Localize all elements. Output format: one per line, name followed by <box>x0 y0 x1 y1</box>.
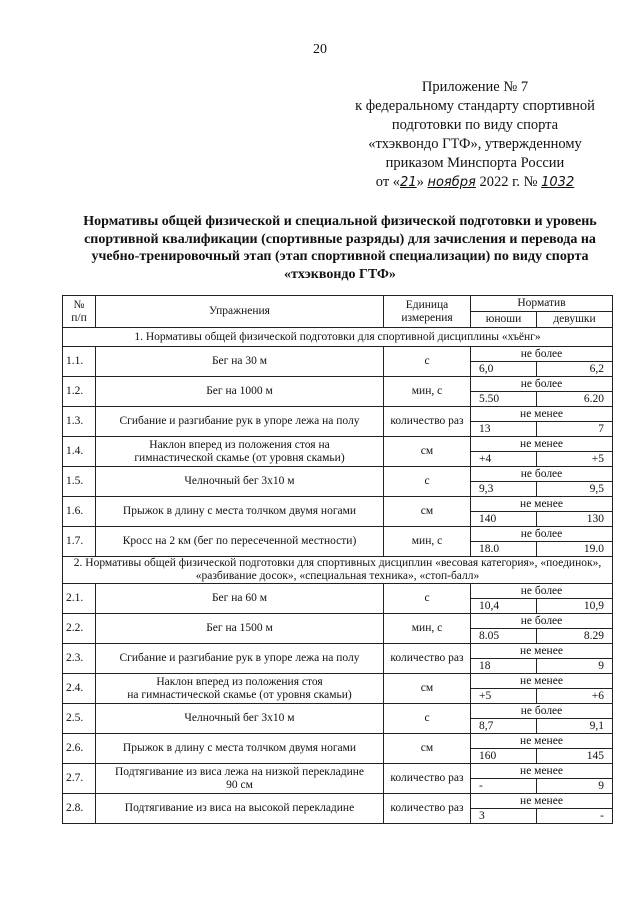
unit: с <box>384 347 471 377</box>
norm-condition: не более <box>471 527 613 542</box>
unit: количество раз <box>384 764 471 794</box>
norm-girls: 9,1 <box>537 719 613 734</box>
header-girls: девушки <box>537 312 613 328</box>
exercise-name: Бег на 30 м <box>96 347 384 377</box>
unit: с <box>384 584 471 614</box>
section-title: 1. Нормативы общей физической подготовки для спортивной дисциплины «хъёнг» <box>63 328 613 347</box>
header-boys: юноши <box>471 312 537 328</box>
norm-boys: 9,3 <box>471 482 537 497</box>
exercise-name: Подтягивание из виса на высокой перекладине <box>96 794 384 824</box>
norm-girls: 7 <box>537 422 613 437</box>
table-row <box>63 584 613 599</box>
norm-boys: 5.50 <box>471 392 537 407</box>
header-norm: Норматив <box>471 296 613 312</box>
norm-condition: не более <box>471 614 613 629</box>
table-row <box>63 407 613 422</box>
row-number: 2.2. <box>63 614 96 644</box>
row-number: 2.7. <box>63 764 96 794</box>
unit: мин, с <box>384 614 471 644</box>
exercise-name: Прыжок в длину с места толчком двумя ногами <box>96 497 384 527</box>
document-title: Нормативы общей физической и специальной физической подготовки и уровень спортивной квалификации (спортивные разряды) для зачисления и перевода на учебно-тренировочный этап (этап спортивной специализации) по виду спорта «тхэквондо ГТФ» <box>83 214 597 282</box>
norm-boys: 8.05 <box>471 629 537 644</box>
exercise-name: Наклон вперед из положения стоя на гимнастической скамье (от уровня скамьи) <box>96 674 384 704</box>
norm-girls: 9 <box>537 659 613 674</box>
norm-condition: не менее <box>471 407 613 422</box>
table-row <box>63 674 613 689</box>
exercise-name: Бег на 60 м <box>96 584 384 614</box>
norm-condition: не более <box>471 377 613 392</box>
unit: см <box>384 734 471 764</box>
exercise-name: Кросс на 2 км (бег по пересеченной местности) <box>96 527 384 557</box>
appendix-line: приказом Минспорта России <box>385 155 565 171</box>
norm-condition: не менее <box>471 734 613 749</box>
page-number: 20 <box>313 42 327 57</box>
table-row <box>63 644 613 659</box>
exercise-name: Наклон вперед из положения стоя на гимнастической скамье (от уровня скамьи) <box>96 437 384 467</box>
norm-girls: 9 <box>537 779 613 794</box>
row-number: 2.4. <box>63 674 96 704</box>
order-date-line <box>330 173 620 192</box>
handwritten-order-number: 1032 <box>541 175 575 190</box>
exercise-name: Подтягивание из виса лежа на низкой перекладине 90 см <box>96 764 384 794</box>
norm-condition: не более <box>471 467 613 482</box>
norm-girls: +6 <box>537 689 613 704</box>
table-row <box>63 377 613 392</box>
table-row <box>63 614 613 629</box>
norm-boys: 10,4 <box>471 599 537 614</box>
exercise-name: Прыжок в длину с места толчком двумя ногами <box>96 734 384 764</box>
table-row <box>63 734 613 749</box>
exercise-name: Челночный бег 3х10 м <box>96 467 384 497</box>
row-number: 2.5. <box>63 704 96 734</box>
norm-boys: 3 <box>471 809 537 824</box>
header-exercise: Упражнения <box>96 296 384 328</box>
norm-girls: 8.29 <box>537 629 613 644</box>
appendix-line: «тхэквондо ГТФ», утвержденному <box>368 136 582 152</box>
handwritten-month: ноября <box>427 175 476 190</box>
table-row <box>63 527 613 542</box>
header-unit: Единица измерения <box>384 296 471 328</box>
unit: количество раз <box>384 644 471 674</box>
year-text: 2022 г. № <box>479 174 538 190</box>
norm-girls: 6,2 <box>537 362 613 377</box>
section-title: 2. Нормативы общей физической подготовки для спортивных дисциплин «весовая категория», «поединок», «разбивание досок», «специальная техника», «стоп-балл» <box>63 557 613 584</box>
norm-boys: 160 <box>471 749 537 764</box>
unit: мин, с <box>384 377 471 407</box>
row-number: 2.3. <box>63 644 96 674</box>
row-number: 1.4. <box>63 437 96 467</box>
appendix-line: Приложение № 7 <box>421 79 529 95</box>
exercise-name: Челночный бег 3х10 м <box>96 704 384 734</box>
norm-condition: не менее <box>471 497 613 512</box>
appendix-line: к федеральному стандарту спортивной <box>355 98 595 114</box>
header-num: № п/п <box>63 296 96 328</box>
row-number: 1.3. <box>63 407 96 437</box>
norm-condition: не менее <box>471 644 613 659</box>
unit: мин, с <box>384 527 471 557</box>
appendix-header <box>330 78 620 192</box>
row-number: 1.7. <box>63 527 96 557</box>
norm-boys: 6,0 <box>471 362 537 377</box>
exercise-name: Сгибание и разгибание рук в упоре лежа на полу <box>96 407 384 437</box>
unit: с <box>384 467 471 497</box>
unit: количество раз <box>384 794 471 824</box>
row-number: 2.1. <box>63 584 96 614</box>
table-row <box>63 704 613 719</box>
exercise-name: Бег на 1500 м <box>96 614 384 644</box>
norm-girls: 19.0 <box>537 542 613 557</box>
date-mid: » <box>416 174 424 190</box>
norm-condition: не менее <box>471 437 613 452</box>
unit: количество раз <box>384 407 471 437</box>
table-row <box>63 764 613 779</box>
norm-girls: 10,9 <box>537 599 613 614</box>
norm-girls: 130 <box>537 512 613 527</box>
norm-girls: 6.20 <box>537 392 613 407</box>
unit: с <box>384 704 471 734</box>
row-number: 2.8. <box>63 794 96 824</box>
row-number: 1.6. <box>63 497 96 527</box>
row-number: 2.6. <box>63 734 96 764</box>
norm-boys: 13 <box>471 422 537 437</box>
table-row <box>63 347 613 362</box>
norm-girls: +5 <box>537 452 613 467</box>
norm-condition: не менее <box>471 764 613 779</box>
norm-boys: 18.0 <box>471 542 537 557</box>
unit: см <box>384 437 471 467</box>
norm-condition: не менее <box>471 794 613 809</box>
norm-boys: 18 <box>471 659 537 674</box>
appendix-line: подготовки по виду спорта <box>391 117 559 133</box>
unit: см <box>384 497 471 527</box>
exercise-name: Сгибание и разгибание рук в упоре лежа на полу <box>96 644 384 674</box>
unit: см <box>384 674 471 704</box>
exercise-name: Бег на 1000 м <box>96 377 384 407</box>
table-row <box>63 794 613 809</box>
row-number: 1.1. <box>63 347 96 377</box>
date-prefix: от « <box>375 174 401 190</box>
norm-boys: +4 <box>471 452 537 467</box>
table-row <box>63 467 613 482</box>
norm-condition: не более <box>471 704 613 719</box>
row-number: 1.2. <box>63 377 96 407</box>
norm-boys: +5 <box>471 689 537 704</box>
standards-table <box>62 295 613 824</box>
norm-girls: - <box>537 809 613 824</box>
table-row <box>63 437 613 452</box>
table-row <box>63 497 613 512</box>
norm-boys: 8,7 <box>471 719 537 734</box>
norm-girls: 145 <box>537 749 613 764</box>
norm-condition: не более <box>471 584 613 599</box>
norm-boys: 140 <box>471 512 537 527</box>
handwritten-day: 21 <box>400 175 417 190</box>
norm-condition: не более <box>471 347 613 362</box>
norm-boys: - <box>471 779 537 794</box>
norm-girls: 9,5 <box>537 482 613 497</box>
norm-condition: не менее <box>471 674 613 689</box>
row-number: 1.5. <box>63 467 96 497</box>
